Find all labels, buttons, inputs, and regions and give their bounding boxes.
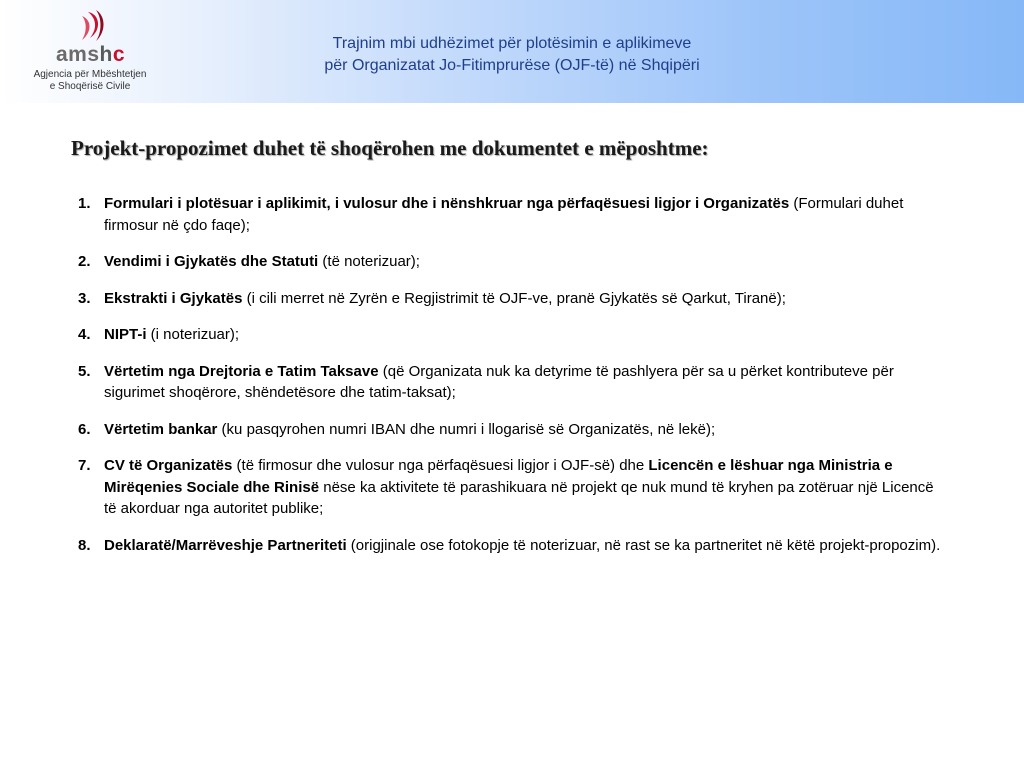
item-bold-text: NIPT-i	[104, 326, 147, 343]
logo-subtitle-line1: Agjencia për Mbështetjen	[33, 69, 147, 80]
item-text: (të firmosur dhe vulosur nga përfaqësuesi ligjor i OJF-së) dhe	[232, 457, 649, 474]
list-item	[78, 288, 948, 310]
list-item	[78, 535, 948, 557]
logo-wordmark-part3: c	[112, 43, 126, 66]
list-item	[78, 361, 948, 404]
item-bold-text: Vërtetim nga Drejtoria e Tatim Taksave	[104, 362, 379, 380]
item-text: (të noterizuar);	[318, 253, 420, 270]
item-text: (i cili merret në Zyrën e Regjistrimit të OJF-ve, pranë Gjykatës së Qarkut, Tiranë);	[242, 289, 786, 307]
list-item	[78, 419, 948, 441]
list-item	[78, 324, 948, 346]
item-number: 4.	[78, 326, 91, 343]
item-text: (që Organizata nuk ka detyrime të pashlyera për sa u përket kontributeve për sigurimet shoqërore, shëndetësore dhe tatim-taksat);	[104, 362, 894, 401]
item-text: (Formulari duhet firmosur në çdo faqe);	[104, 195, 904, 234]
list-item	[78, 193, 948, 236]
header-title-line2: për Organizatat Jo-Fitimprurëse (OJF-të) në Shqipëri	[324, 57, 700, 74]
list-item	[78, 251, 948, 273]
item-number: 3.	[78, 289, 91, 307]
item-text: (origjinale ose fotokopje të noterizuar, në rast se ka partneritet në këtë projekt-propozim).	[346, 536, 941, 554]
logo-subtitle	[26, 69, 154, 93]
item-bold-text: Formulari i plotësuar i aplikimit, i vulosur dhe i nënshkruar nga përfaqësuesi ligjor i Organizatës	[104, 195, 790, 212]
logo-wordmark	[56, 43, 125, 67]
item-text: (ku pasqyrohen numri IBAN dhe numri i llogarisë së Organizatës, në lekë);	[217, 420, 716, 438]
item-text-2: nëse ka aktivitete të parashikuara në projekt qe nuk mund të kryhen pa zotëruar një Licencë të akorduar nga autoritet publike;	[104, 478, 934, 517]
item-number: 2.	[78, 253, 91, 270]
header-title-line1: Trajnim mbi udhëzimet për plotësimin e aplikimeve	[332, 35, 692, 52]
item-bold-text: Ekstrakti i Gjykatës	[104, 289, 243, 307]
item-bold-text-2: Licencën e lëshuar nga Ministria e Mirëqenies Sociale dhe Rinisë	[104, 457, 893, 496]
item-number: 1.	[78, 195, 91, 212]
section-heading: Projekt-propozimet duhet të shoqërohen me dokumentet e mëposhtme:	[71, 136, 709, 160]
logo-wordmark-part2: h	[99, 43, 113, 66]
item-number: 8.	[78, 536, 91, 554]
logo-swoosh-icon	[70, 8, 110, 44]
item-number: 7.	[78, 457, 91, 474]
slide-header	[0, 0, 1024, 103]
header-title	[262, 33, 762, 77]
logo-wordmark-part1: ams	[56, 43, 100, 66]
item-bold-text: Vërtetim bankar	[104, 420, 218, 438]
item-number: 6.	[78, 420, 91, 438]
logo-subtitle-line2: e Shoqërisë Civile	[49, 81, 131, 92]
item-bold-text: Deklaratë/Marrëveshje Partneriteti	[104, 536, 347, 554]
item-text: (i noterizuar);	[146, 326, 240, 343]
item-bold-text: Vendimi i Gjykatës dhe Statuti	[104, 253, 319, 270]
document-list	[78, 193, 948, 571]
item-bold-text: CV të Organizatës	[104, 457, 233, 474]
list-item	[78, 455, 948, 520]
item-number: 5.	[78, 362, 91, 380]
amshc-logo	[0, 0, 175, 103]
